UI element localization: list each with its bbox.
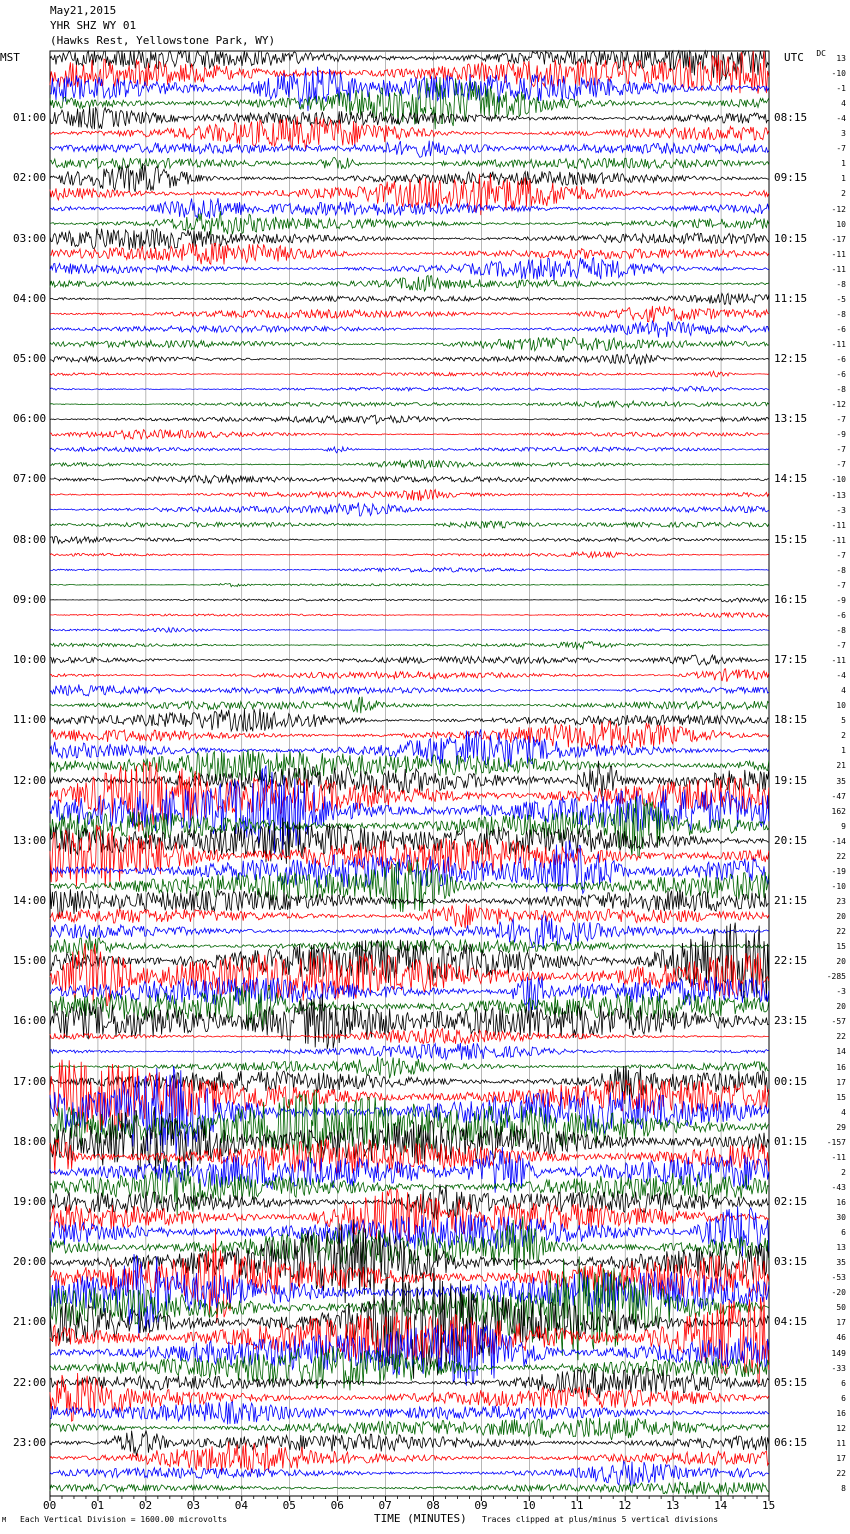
dc-offset-label: 50 — [836, 1303, 846, 1313]
dc-offset-label: -285 — [826, 972, 846, 982]
dc-offset-label: -19 — [831, 866, 846, 876]
trace-line — [50, 684, 769, 696]
dc-label: DC — [816, 49, 826, 58]
dc-offset-label: 10 — [836, 701, 846, 711]
right-hour-label: 18:15 — [774, 713, 808, 727]
dc-offset-label: -47 — [831, 791, 846, 801]
trace-line — [50, 904, 769, 929]
dc-offset-label: 13 — [836, 54, 846, 63]
x-tick-label: 04 — [234, 1499, 248, 1512]
trace-line — [50, 489, 769, 501]
clip-note: Traces clipped at plus/minus 5 vertical divisions — [482, 1515, 719, 1524]
trace-line — [50, 583, 769, 586]
trace-line — [50, 430, 769, 440]
left-hour-label: 10:00 — [13, 653, 47, 667]
dc-offset-label: 17 — [836, 1077, 846, 1087]
left-hour-label: 22:00 — [13, 1375, 47, 1389]
trace-line — [50, 568, 769, 573]
trace-line — [50, 915, 769, 948]
trace-line — [50, 258, 769, 281]
left-hour-label: 06:00 — [13, 412, 47, 426]
dc-offset-label: 2 — [841, 1167, 846, 1177]
dc-offset-label: -8 — [836, 309, 846, 319]
left-hour-label: 23:00 — [13, 1435, 47, 1449]
dc-offset-label: 149 — [831, 1348, 846, 1358]
trace-line — [50, 371, 769, 377]
trace-line — [50, 1043, 769, 1060]
dc-offset-label: -6 — [836, 370, 846, 380]
dc-offset-label: -4 — [836, 114, 846, 124]
trace-line — [50, 415, 769, 424]
trace-line — [50, 669, 769, 682]
x-axis-label: TIME (MINUTES) — [374, 1512, 467, 1525]
right-hour-label: 21:15 — [774, 893, 808, 907]
right-hour-label: 01:15 — [774, 1134, 808, 1148]
dc-offset-label: -8 — [836, 385, 846, 395]
dc-offset-label: 9 — [841, 821, 846, 831]
dc-offset-label: -8 — [836, 279, 846, 289]
dc-offset-label: 1 — [841, 174, 846, 184]
dc-offset-label: 17 — [836, 1453, 846, 1463]
dc-offset-label: 22 — [836, 1468, 846, 1478]
dc-offset-label: -11 — [831, 535, 846, 545]
left-hour-label: 11:00 — [13, 713, 47, 727]
x-tick-label: 09 — [474, 1499, 488, 1512]
dc-offset-label: -8 — [836, 626, 846, 635]
right-hour-label: 08:15 — [774, 111, 808, 125]
dc-offset-label: -9 — [836, 430, 846, 440]
trace-line — [50, 628, 769, 632]
trace-line — [50, 475, 769, 483]
left-hour-label: 19:00 — [13, 1195, 47, 1208]
right-hour-label: 04:15 — [774, 1315, 808, 1329]
dc-offset-label: -7 — [836, 445, 846, 455]
trace-line — [50, 401, 769, 407]
x-tick-label: 14 — [714, 1499, 728, 1512]
trace-line — [50, 337, 769, 350]
dc-offset-label: 8 — [841, 1484, 846, 1493]
dc-offset-label: -20 — [831, 1288, 846, 1298]
dc-offset-label: -7 — [836, 460, 846, 470]
dc-offset-label: 16 — [836, 1198, 846, 1207]
dc-offset-label: 30 — [836, 1213, 846, 1223]
trace-line — [50, 923, 769, 1002]
trace-line — [50, 1481, 769, 1495]
x-tick-label: 15 — [762, 1499, 776, 1512]
dc-offset-label: 29 — [836, 1122, 846, 1132]
header-station: YHR SHZ WY 01 — [50, 19, 137, 32]
left-hour-label: 01:00 — [13, 111, 47, 125]
dc-offset-label: 20 — [836, 912, 846, 921]
dc-offset-label: 3 — [841, 129, 846, 139]
trace-line — [50, 141, 769, 158]
trace-line — [50, 1402, 769, 1425]
right-hour-label: 12:15 — [774, 352, 808, 366]
trace-line — [50, 521, 769, 528]
dc-offset-label: 13 — [836, 1243, 846, 1253]
right-timezone: UTC — [784, 51, 804, 64]
header-date: May21,2015 — [50, 4, 117, 17]
trace-line — [50, 552, 769, 558]
dc-offset-label: -7 — [836, 641, 846, 651]
right-hour-label: 06:15 — [774, 1435, 808, 1449]
trace-line — [50, 932, 769, 959]
dc-offset-label: -11 — [831, 249, 846, 259]
x-tick-label: 02 — [138, 1499, 153, 1512]
trace-line — [50, 460, 769, 468]
dc-offset-label: -11 — [831, 264, 846, 274]
header-location: (Hawks Rest, Yellowstone Park, WY) — [50, 34, 276, 47]
dc-offset-label: -6 — [836, 324, 846, 334]
trace-line — [50, 386, 769, 391]
left-hour-label: 03:00 — [13, 231, 47, 245]
right-hour-label: 20:15 — [774, 833, 808, 847]
dc-offset-label: -11 — [831, 340, 846, 349]
dc-offset-label: -1 — [836, 84, 846, 94]
dc-offset-label: -10 — [831, 69, 846, 79]
dc-offset-label: 162 — [831, 806, 846, 816]
dc-offset-label: 15 — [836, 942, 846, 952]
trace-line — [50, 211, 769, 235]
right-hour-label: 02:15 — [774, 1195, 808, 1208]
dc-offset-label: 15 — [836, 1092, 846, 1102]
trace-line — [50, 354, 769, 364]
x-tick-label: 01 — [90, 1499, 105, 1512]
right-hour-label: 14:15 — [774, 472, 808, 486]
dc-offset-label: 20 — [836, 957, 846, 967]
x-tick-label: 11 — [570, 1499, 584, 1512]
dc-offset-label: 1 — [841, 159, 846, 169]
right-hour-label: 16:15 — [774, 592, 808, 606]
dc-offset-label: -14 — [831, 836, 846, 846]
dc-offset-label: 2 — [841, 189, 846, 199]
right-hour-label: 23:15 — [774, 1014, 808, 1028]
dc-offset-label: 6 — [841, 1228, 846, 1238]
right-hour-label: 05:15 — [774, 1375, 808, 1389]
dc-offset-label: -11 — [831, 656, 846, 666]
dc-offset-label: -8 — [836, 565, 846, 575]
left-hour-label: 02:00 — [13, 171, 47, 185]
trace-line — [50, 697, 769, 714]
trace-line — [50, 613, 769, 618]
trace-line — [50, 1461, 769, 1486]
dc-offset-label: 22 — [836, 851, 846, 861]
left-hour-label: 07:00 — [13, 472, 47, 486]
left-hour-label: 14:00 — [13, 893, 47, 907]
left-hour-label: 17:00 — [13, 1074, 47, 1088]
dc-offset-label: 23 — [836, 896, 846, 906]
dc-offset-label: -157 — [826, 1137, 846, 1147]
left-hour-label: 18:00 — [13, 1134, 47, 1148]
dc-offset-label: 14 — [836, 1047, 846, 1057]
x-tick-label: 00 — [43, 1499, 57, 1512]
trace-line — [50, 1431, 769, 1457]
trace-line — [50, 228, 769, 250]
right-hour-label: 10:15 — [774, 231, 808, 245]
dc-offset-label: 1 — [841, 746, 846, 756]
trace-line — [50, 536, 769, 543]
dc-offset-label: -12 — [831, 204, 846, 214]
trace-line — [50, 321, 769, 338]
trace-line — [50, 107, 769, 129]
dc-offset-label: -12 — [831, 400, 846, 410]
trace-line — [50, 306, 769, 322]
left-hour-label: 04:00 — [13, 291, 47, 305]
left-timezone: MST — [0, 51, 20, 64]
trace-line — [50, 641, 769, 648]
dc-offset-label: 11 — [836, 1438, 846, 1448]
dc-offset-label: 5 — [841, 716, 846, 726]
left-hour-label: 08:00 — [13, 532, 47, 546]
trace-line — [50, 1254, 769, 1338]
dc-offset-label: 4 — [841, 99, 846, 109]
dc-offset-label: -53 — [831, 1273, 846, 1283]
trace-line — [50, 293, 769, 304]
scale-note: Each Vertical Division = 1600.00 microvolts — [20, 1515, 228, 1524]
dc-offset-label: -11 — [831, 1152, 846, 1162]
dc-offset-label: 21 — [836, 761, 846, 771]
dc-offset-label: -33 — [831, 1363, 846, 1373]
trace-line — [50, 994, 769, 1049]
dc-offset-label: 6 — [841, 1378, 846, 1388]
trace-line — [50, 157, 769, 169]
dc-offset-label: -13 — [831, 490, 846, 500]
right-hour-label: 19:15 — [774, 773, 808, 787]
dc-offset-label: -43 — [831, 1182, 846, 1192]
dc-offset-label: -17 — [831, 234, 846, 244]
trace-line — [50, 598, 769, 603]
x-tick-label: 05 — [282, 1499, 296, 1512]
dc-offset-label: 6 — [841, 1393, 846, 1403]
x-tick-label: 07 — [378, 1499, 392, 1512]
dc-offset-label: -4 — [836, 671, 846, 681]
dc-offset-label: -10 — [831, 475, 846, 485]
left-hour-label: 13:00 — [13, 833, 47, 847]
x-tick-label: 12 — [618, 1499, 632, 1512]
dc-offset-label: -5 — [836, 294, 846, 304]
right-hour-label: 13:15 — [774, 412, 808, 426]
dc-offset-label: -7 — [836, 415, 846, 425]
dc-offset-label: 2 — [841, 731, 846, 741]
dc-offset-label: 20 — [836, 1002, 846, 1012]
left-hour-label: 05:00 — [13, 352, 47, 366]
dc-offset-label: 4 — [841, 686, 846, 696]
dc-offset-label: -7 — [836, 580, 846, 590]
footer-mark: M — [2, 1516, 7, 1524]
dc-offset-label: 10 — [836, 219, 846, 229]
trace-line — [50, 174, 769, 215]
dc-offset-label: 16 — [836, 1408, 846, 1418]
right-hour-label: 17:15 — [774, 653, 808, 667]
right-hour-label: 11:15 — [774, 291, 808, 305]
x-tick-label: 13 — [666, 1499, 680, 1512]
dc-offset-label: -10 — [831, 881, 846, 891]
right-hour-label: 09:15 — [774, 171, 808, 185]
trace-line — [50, 729, 769, 767]
dc-offset-label: -9 — [836, 595, 846, 605]
dc-offset-label: 12 — [836, 1423, 846, 1433]
dc-offset-label: -6 — [836, 610, 846, 620]
right-hour-label: 22:15 — [774, 954, 808, 968]
trace-line — [50, 1057, 769, 1079]
trace-line — [50, 243, 769, 264]
left-hour-label: 09:00 — [13, 592, 47, 606]
dc-offset-label: 35 — [836, 1258, 846, 1268]
dc-offset-label: -7 — [836, 144, 846, 154]
left-hour-label: 20:00 — [13, 1255, 47, 1269]
dc-offset-label: 4 — [841, 1107, 846, 1117]
dc-offset-label: -3 — [836, 987, 846, 997]
right-hour-label: 03:15 — [774, 1255, 808, 1269]
x-tick-label: 06 — [330, 1499, 344, 1512]
x-tick-label: 08 — [426, 1499, 440, 1512]
trace-line — [50, 276, 769, 292]
dc-offset-label: -57 — [831, 1017, 846, 1027]
trace-line — [50, 447, 769, 453]
x-tick-label: 03 — [186, 1499, 201, 1512]
left-hour-label: 15:00 — [13, 954, 47, 968]
dc-offset-label: 17 — [836, 1318, 846, 1328]
left-hour-label: 21:00 — [13, 1315, 47, 1329]
right-hour-label: 00:15 — [774, 1074, 808, 1088]
right-hour-label: 15:15 — [774, 532, 808, 546]
trace-line — [50, 655, 769, 665]
left-hour-label: 12:00 — [13, 773, 47, 787]
dc-offset-label: 16 — [836, 1062, 846, 1072]
dc-offset-label: -6 — [836, 355, 846, 365]
trace-line — [50, 503, 769, 517]
left-hour-label: 16:00 — [13, 1014, 47, 1028]
dc-offset-label: 46 — [836, 1333, 846, 1343]
dc-offset-label: -3 — [836, 505, 846, 515]
dc-offset-label: -7 — [836, 550, 846, 560]
dc-offset-label: 22 — [836, 1032, 846, 1042]
dc-offset-label: 35 — [836, 776, 846, 786]
x-tick-label: 10 — [522, 1499, 536, 1512]
dc-offset-label: -11 — [831, 520, 846, 530]
dc-offset-label: 22 — [836, 927, 846, 937]
